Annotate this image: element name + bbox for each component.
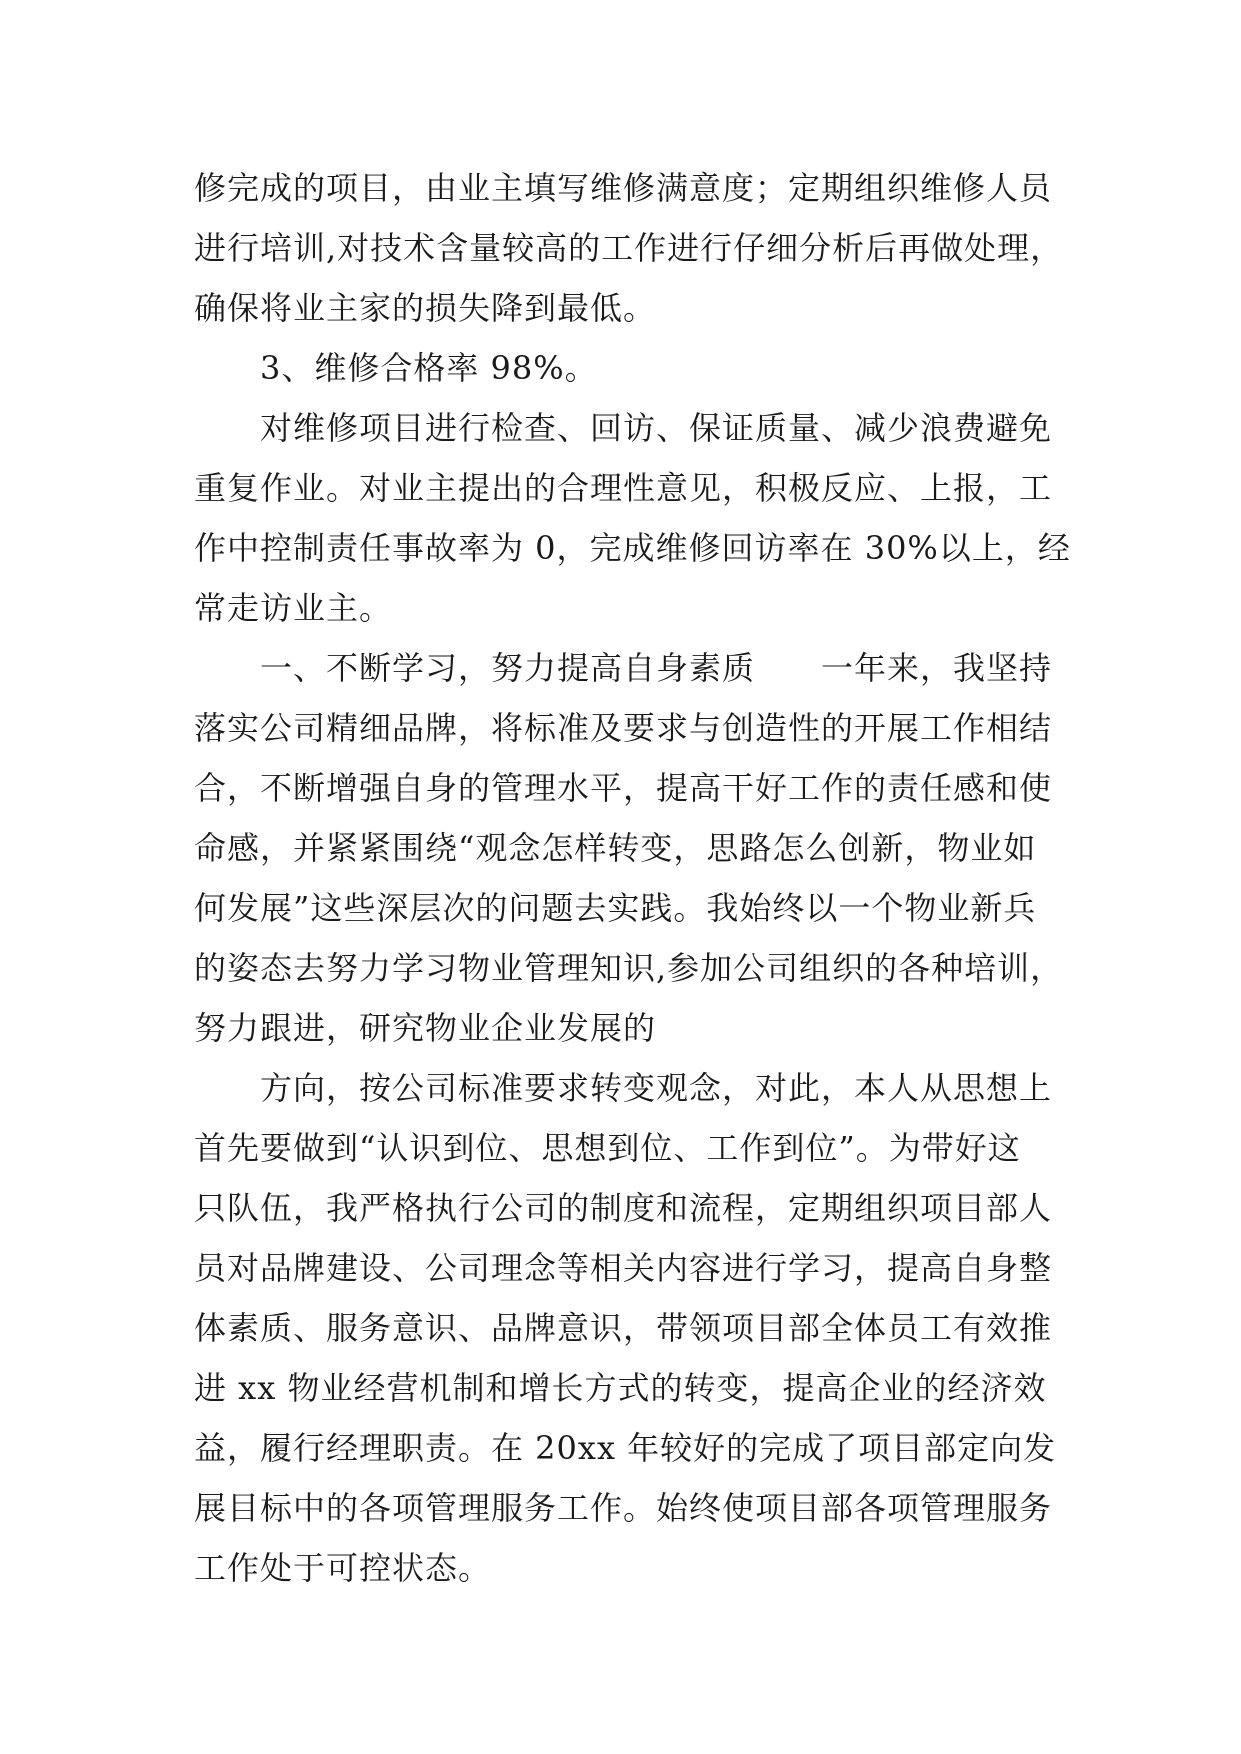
text-line-13: 何发展”这些深层次的问题去实践。我始终以一个物业新兵 [194, 889, 1037, 927]
text-line-10: 落实公司精细品牌，将标准及要求与创造性的开展工作相结 [194, 709, 1053, 747]
text-line-11: 合，不断增强自身的管理水平，提高干好工作的责任感和使 [194, 769, 1053, 807]
text-line-7: 作中控制责任事故率为 0，完成维修回访率在 30%以上，经 [194, 529, 1071, 567]
text-line-21: 进 xx 物业经营机制和增长方式的转变，提高企业的经济效 [194, 1369, 1047, 1407]
text-line-16: 方向，按公司标准要求转变观念，对此，本人从思想上 [194, 1069, 1053, 1107]
text-line-1: 修完成的项目，由业主填写维修满意度；定期组织维修人员 [194, 169, 1053, 207]
text-line-14: 的姿态去努力学习物业管理知识,参加公司组织的各种培训， [194, 949, 1064, 987]
text-line-17: 首先要做到“认识到位、思想到位、工作到位”。为带好这 [194, 1129, 1021, 1167]
text-line-8: 常走访业主。 [194, 589, 393, 627]
text-line-15: 努力跟进，研究物业企业发展的 [194, 1009, 657, 1047]
text-line-23: 展目标中的各项管理服务工作。始终使项目部各项管理服务 [194, 1489, 1053, 1527]
text-line-18: 只队伍，我严格执行公司的制度和流程，定期组织项目部人 [194, 1189, 1053, 1227]
text-line-24: 工作处于可控状态。 [194, 1549, 492, 1587]
text-line-19: 员对品牌建设、公司理念等相关内容进行学习，提高自身整 [194, 1249, 1053, 1287]
text-line-12: 命感，并紧紧围绕“观念怎样转变，思路怎么创新，物业如 [194, 829, 1037, 867]
body-text [194, 158, 1104, 1598]
text-line-9: 一、不断学习，努力提高自身素质 一年来，我坚持 [194, 649, 1053, 687]
text-line-6: 重复作业。对业主提出的合理性意见，积极反应、上报，工 [194, 469, 1053, 507]
text-line-2: 进行培训,对技术含量较高的工作进行仔细分析后再做处理， [194, 229, 1064, 267]
text-line-20: 体素质、服务意识、品牌意识，带领项目部全体员工有效推 [194, 1309, 1053, 1347]
text-line-3: 确保将业主家的损失降到最低。 [194, 289, 657, 327]
text-line-5: 对维修项目进行检查、回访、保证质量、减少浪费避免 [194, 409, 1053, 447]
text-line-22: 益，履行经理职责。在 20xx 年较好的完成了项目部定向发 [194, 1429, 1057, 1467]
text-line-4: 3、维修合格率 98%。 [194, 349, 598, 387]
